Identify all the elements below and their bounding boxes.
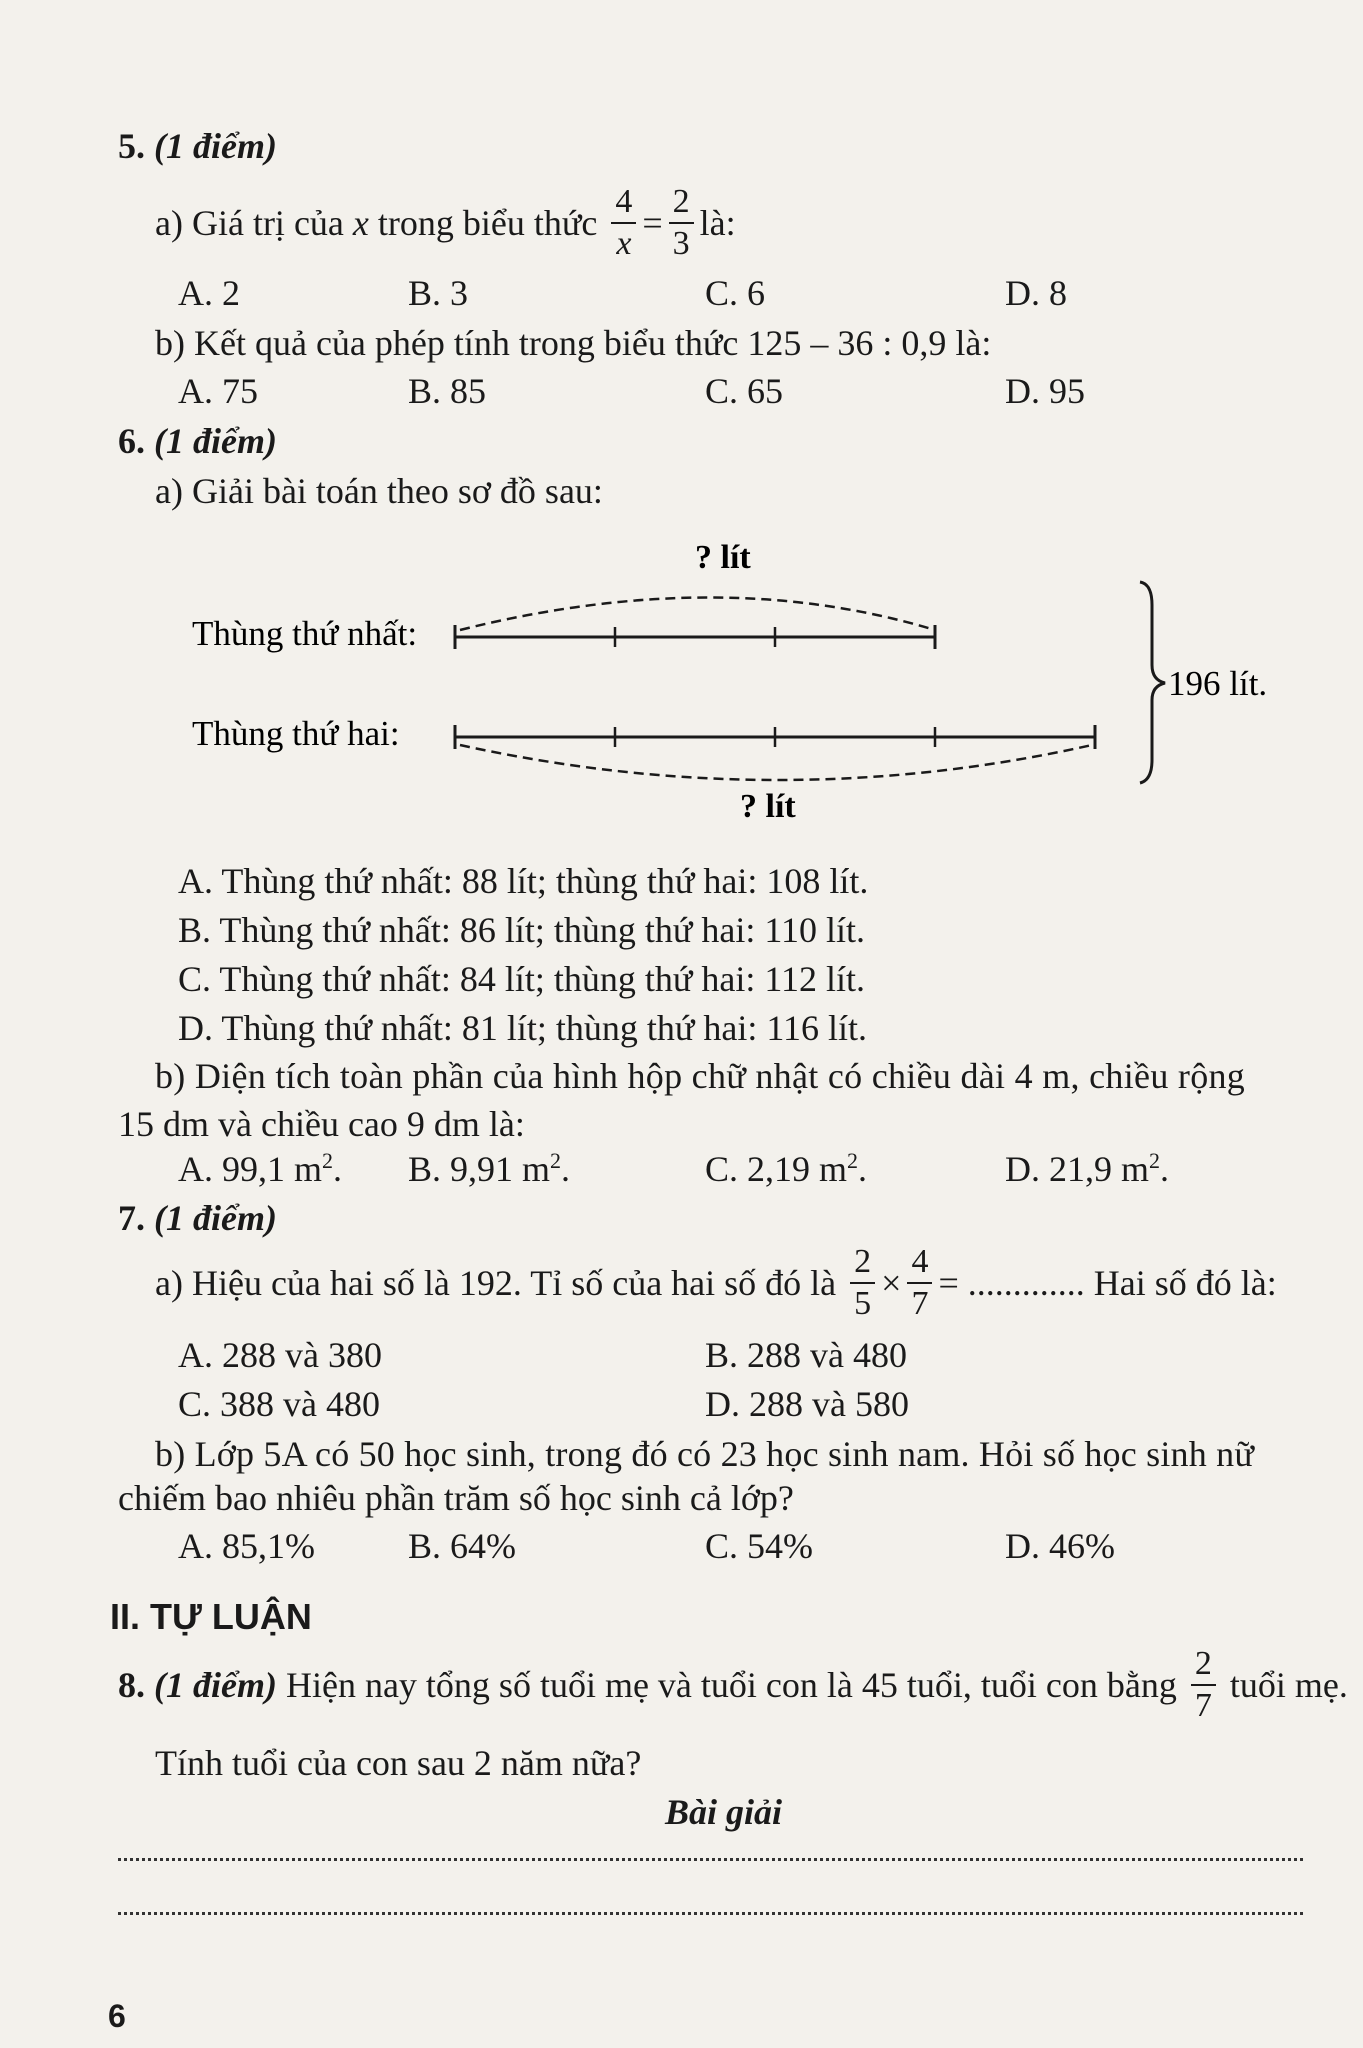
q7b-option-a: A. 85,1% <box>178 1526 315 1566</box>
q6b-option-d-text: D. 21,9 m <box>1005 1149 1149 1189</box>
q7a-prefix: a) Hiệu của hai số là 192. Tỉ số của hai số đó là <box>155 1263 837 1303</box>
q6b-option-b-dot: . <box>561 1149 571 1189</box>
q7a-question <box>155 1238 1277 1328</box>
q6a-question: a) Giải bài toán theo sơ đồ sau: <box>155 471 603 511</box>
q7-header <box>118 1200 277 1236</box>
q7a-frac2-numerator: 4 <box>907 1244 932 1284</box>
q6b-option-a-dot: . <box>333 1149 342 1189</box>
solution-label: Bài giải <box>665 1792 783 1832</box>
q7a-suffix: . Hai số đó là: <box>1075 1263 1277 1303</box>
diagram-top-brace <box>460 598 935 631</box>
q7a-blank: = ............ <box>938 1263 1076 1303</box>
q6a-option-d: D. Thùng thứ nhất: 81 lít; thùng thứ hai: 116 lít. <box>178 1008 868 1048</box>
q8-suffix: tuổi mẹ. <box>1229 1665 1348 1705</box>
q6b-option-a-sup: 2 <box>322 1148 333 1173</box>
q7b-option-d: D. 46% <box>1005 1526 1115 1566</box>
q6b-option-a-text: A. 99,1 m <box>178 1149 322 1189</box>
q6-number: 6. <box>118 421 145 461</box>
q5a-frac1-numerator: 4 <box>611 184 636 224</box>
q8-frac-numerator: 2 <box>1191 1646 1216 1686</box>
q5a-variable: x <box>352 203 369 243</box>
q6b-option-c <box>705 1150 867 1187</box>
q5a-question <box>155 178 736 268</box>
q5-points: (1 điểm) <box>154 126 277 166</box>
q7-points: (1 điểm) <box>154 1198 277 1238</box>
diagram-total-label: 196 lít. <box>1168 664 1268 703</box>
q5a-equals: = <box>642 203 663 243</box>
q5a-fraction-2 <box>669 184 694 261</box>
q7a-frac2-denominator: 7 <box>911 1285 929 1322</box>
q7-number: 7. <box>118 1198 145 1238</box>
q5b-option-d: D. 95 <box>1005 371 1085 411</box>
q7b-option-b: B. 64% <box>408 1526 516 1566</box>
q7b-question-line1: b) Lớp 5A có 50 học sinh, trong đó có 23 học sinh nam. Hỏi số học sinh nữ <box>155 1434 1255 1474</box>
q5b-option-a: A. 75 <box>178 371 258 411</box>
q7b-question-line2: chiếm bao nhiêu phần trăm số học sinh cả lớp? <box>118 1478 794 1518</box>
q5a-option-d: D. 8 <box>1005 273 1067 313</box>
q6-header <box>118 423 277 459</box>
diagram-top-label: ? lít <box>695 539 751 576</box>
q5a-frac2-denominator: 3 <box>672 225 690 262</box>
q8-question-line2: Tính tuổi của con sau 2 năm nữa? <box>155 1743 642 1783</box>
q6b-question-line2: 15 dm và chiều cao 9 dm là: <box>118 1104 525 1144</box>
q6b-option-d-sup: 2 <box>1149 1148 1160 1173</box>
answer-line[interactable] <box>118 1858 1303 1861</box>
diagram-row1-label: Thùng thứ nhất: <box>192 614 418 653</box>
q5a-frac2-numerator: 2 <box>669 184 694 224</box>
q6b-option-b-sup: 2 <box>550 1148 562 1173</box>
segment-diagram <box>0 530 1363 830</box>
q6b-option-b <box>408 1150 570 1187</box>
q6-points: (1 điểm) <box>154 421 277 461</box>
q6b-question-line1: b) Diện tích toàn phần của hình hộp chữ nhật có chiều dài 4 m, chiều rộng <box>155 1056 1246 1096</box>
q8-points: (1 điểm) <box>154 1665 277 1705</box>
q6b-option-c-dot: . <box>858 1149 868 1189</box>
q7a-option-c: C. 388 và 480 <box>178 1384 380 1424</box>
q7a-option-b: B. 288 và 480 <box>705 1335 907 1375</box>
q5a-fraction-1 <box>611 184 636 261</box>
q6a-option-c: C. Thùng thứ nhất: 84 lít; thùng thứ hai: 112 lít. <box>178 959 866 999</box>
q5a-frac1-denominator: x <box>616 225 632 262</box>
q7a-option-d: D. 288 và 580 <box>705 1384 909 1424</box>
diagram-bottom-brace <box>460 745 1092 780</box>
q8-fraction <box>1191 1646 1216 1723</box>
q7a-fraction-2 <box>907 1244 932 1321</box>
q6a-option-a: A. Thùng thứ nhất: 88 lít; thùng thứ hai: 108 lít. <box>178 861 869 901</box>
page-number: 6 <box>108 1998 126 2034</box>
q5a-prefix: a) Giá trị của <box>155 203 344 243</box>
q5-header <box>118 128 277 164</box>
q6b-option-d-dot: . <box>1160 1149 1169 1189</box>
q8-text: Hiện nay tổng số tuổi mẹ và tuổi con là 45 tuổi, tuổi con bằng <box>285 1665 1177 1705</box>
q8-question <box>118 1640 1348 1730</box>
q5b-option-b: B. 85 <box>408 371 487 411</box>
q5a-option-c: C. 6 <box>705 273 766 313</box>
q5b-question: b) Kết quả của phép tính trong biểu thức 125 – 36 : 0,9 là: <box>155 323 992 363</box>
q7a-frac1-numerator: 2 <box>850 1244 875 1284</box>
q8-frac-denominator: 7 <box>1194 1687 1212 1724</box>
q6b-option-a <box>178 1150 342 1187</box>
q8-number: 8. <box>118 1665 145 1705</box>
diagram-row2-label: Thùng thứ hai: <box>192 714 400 753</box>
q5a-option-b: B. 3 <box>408 273 469 313</box>
q5a-option-a: A. 2 <box>178 273 240 313</box>
q6a-option-b: B. Thùng thứ nhất: 86 lít; thùng thứ hai: 110 lít. <box>178 910 866 950</box>
diagram-total-brace <box>1140 582 1165 783</box>
q6b-option-c-sup: 2 <box>847 1148 859 1173</box>
q6b-option-c-text: C. 2,19 m <box>705 1149 848 1189</box>
q5-number: 5. <box>118 126 145 166</box>
q6b-option-b-text: B. 9,91 m <box>408 1149 551 1189</box>
q7a-times: × <box>881 1263 902 1303</box>
q7a-frac1-denominator: 5 <box>854 1285 872 1322</box>
diagram-bottom-label: ? lít <box>740 788 796 825</box>
q7b-option-c: C. 54% <box>705 1526 813 1566</box>
q5b-option-c: C. 65 <box>705 371 784 411</box>
q6b-option-d <box>1005 1150 1169 1187</box>
section-title-essay: II. TỰ LUẬN <box>110 1596 312 1637</box>
q5a-mid: trong biểu thức <box>377 203 598 243</box>
q5a-suffix: là: <box>699 203 736 243</box>
q7a-fraction-1 <box>850 1244 875 1321</box>
q7a-option-a: A. 288 và 380 <box>178 1335 382 1375</box>
answer-line[interactable] <box>118 1912 1303 1915</box>
